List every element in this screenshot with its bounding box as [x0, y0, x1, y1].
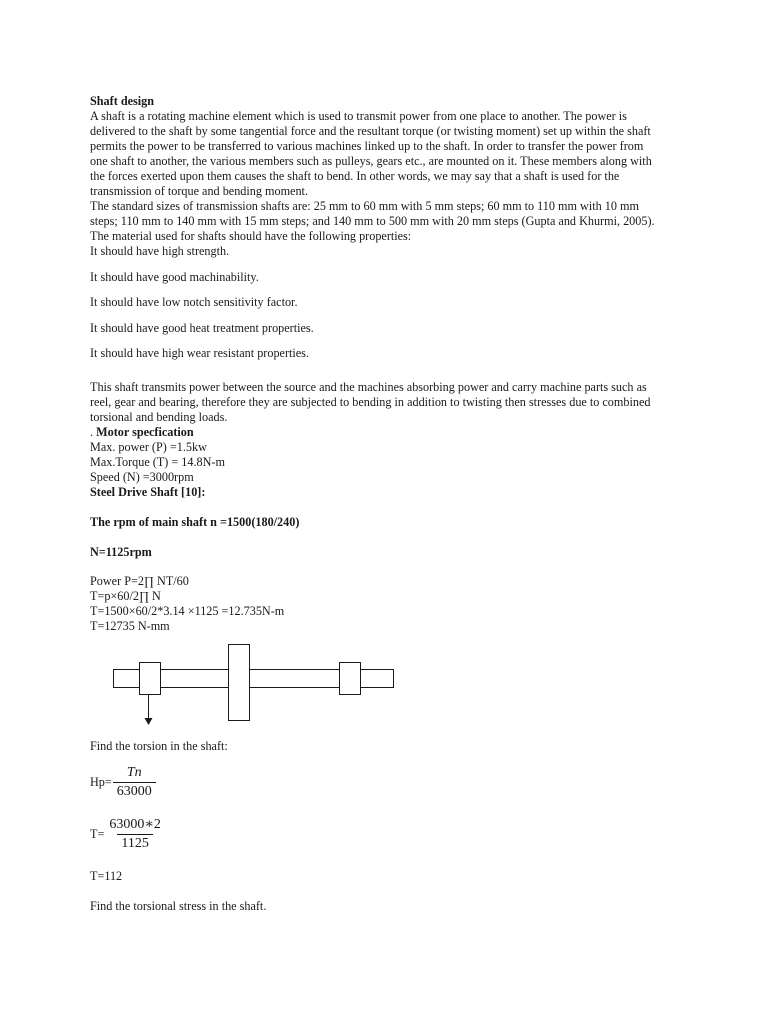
n-line: N=1125rpm — [90, 544, 152, 559]
intro-line: steps; 110 mm to 140 mm with 15 mm steps; and 140 mm to 500 mm with 20 mm steps (Gupta and Khurmi, 2005). — [90, 214, 655, 228]
property-item: It should have high strength. — [90, 244, 230, 258]
t-fraction — [105, 816, 165, 853]
transmit-line: torsional and bending loads. — [90, 409, 228, 424]
hp-numerator: Tn — [126, 765, 142, 780]
rpm-line: The rpm of main shaft n =1500(180/240) — [90, 514, 300, 529]
t-result: T=112 — [90, 869, 123, 883]
hp-lhs: Hp= — [90, 775, 112, 789]
property-list — [90, 244, 670, 361]
document-title: Shaft design — [90, 94, 155, 108]
intro-line: permits the power to be transferred to various machines linked up to the shaft. In order to transfer the power from — [90, 139, 644, 153]
t-lhs: T= — [90, 827, 105, 841]
motor-heading-text: Motor specfication — [96, 424, 194, 439]
intro-paragraph — [90, 109, 670, 244]
right-bearing — [340, 663, 361, 695]
steel-shaft-heading: Steel Drive Shaft [10]: — [90, 484, 206, 499]
calc-line: T=1500×60/2*3.14 ×1125 =12.735N-m — [90, 603, 285, 618]
transmit-paragraph — [90, 380, 670, 425]
property-item: It should have good machinability. — [90, 269, 259, 284]
intro-line: delivered to the shaft by some tangential force and the resultant torque (or twisting moment) set up within the shaft — [90, 124, 651, 138]
shaft-diagram — [110, 642, 400, 732]
property-item: It should have high wear resistant properties. — [90, 346, 309, 361]
hp-fraction — [113, 764, 156, 801]
hp-formula — [90, 764, 156, 801]
t-formula — [90, 816, 165, 853]
transmit-line: reel, gear and bearing, therefore they are subjected to bending in addition to twisting then stresses due to combined — [90, 394, 651, 409]
motor-heading — [90, 425, 670, 440]
left-pulley — [140, 663, 161, 695]
intro-line: The material used for shafts should have the following properties: — [90, 229, 412, 243]
motor-spec-torque: Max.Torque (T) = 14.8N-m — [90, 454, 225, 469]
intro-line: the forces exerted upon them causes the shaft to bend. In other words, we may say that a shaft is used for the — [90, 169, 620, 183]
calc-line: T=p×60/2∏ N — [90, 588, 161, 603]
t-denominator: 1125 — [117, 834, 152, 853]
stress-heading: Find the torsional stress in the shaft. — [90, 899, 267, 913]
motor-prefix: . — [90, 424, 97, 439]
load-arrow-head — [145, 718, 153, 725]
t-numerator: 63000∗2 — [109, 817, 161, 832]
property-item: It should have low notch sensitivity factor. — [90, 295, 298, 310]
calc-line: Power P=2∏ NT/60 — [90, 573, 189, 588]
motor-spec-power: Max. power (P) =1.5kw — [90, 439, 207, 454]
intro-line: one shaft to another, the various members such as pulleys, gears etc., are mounted on it. These members along with — [90, 154, 652, 168]
intro-line: A shaft is a rotating machine element which is used to transmit power from one place to another. The power is — [90, 109, 627, 123]
center-gear — [229, 645, 250, 721]
motor-spec-speed: Speed (N) =3000rpm — [90, 469, 194, 484]
property-item: It should have good heat treatment properties. — [90, 320, 314, 335]
hp-denominator: 63000 — [113, 782, 156, 801]
torsion-heading: Find the torsion in the shaft: — [90, 739, 228, 753]
calc-line: T=12735 N-mm — [90, 618, 170, 633]
transmit-line: This shaft transmits power between the source and the machines absorbing power and carry machine parts such as — [90, 379, 647, 394]
intro-line: transmission of torque and bending moment. — [90, 184, 308, 198]
intro-line: The standard sizes of transmission shafts are: 25 mm to 60 mm with 5 mm steps; 60 mm to 110 mm with 10 mm — [90, 199, 639, 213]
document-body — [90, 94, 670, 634]
